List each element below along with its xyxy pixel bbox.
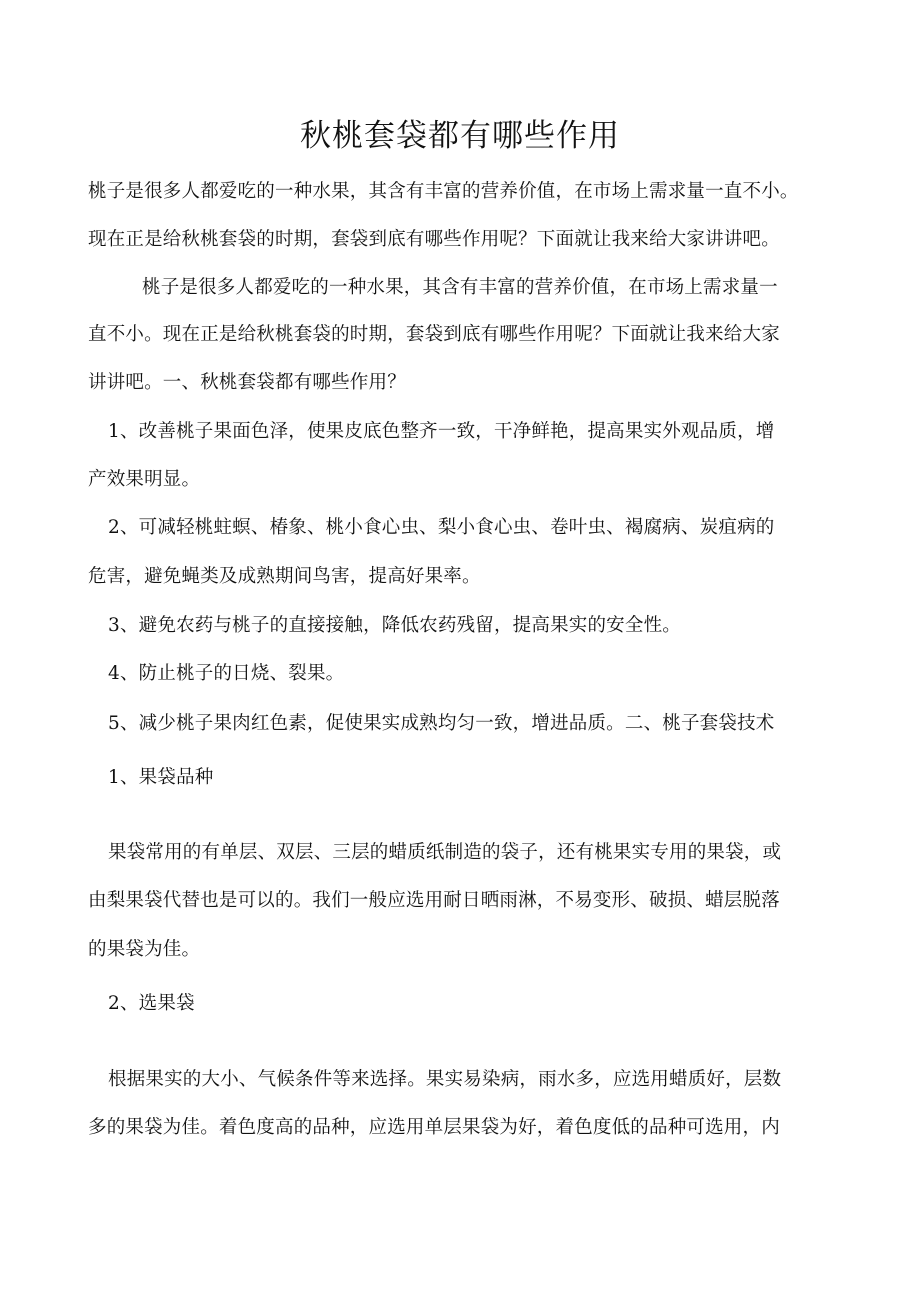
select-bags-line-1: 根据果实的大小、气候条件等来选择。果实易染病，雨水多，应选用蜡质好，层数 [108, 1069, 782, 1090]
list-item-2-line-1: 2、可减轻桃蛀螟、椿象、桃小食心虫、梨小食心虫、卷叶虫、褐腐病、炭疽病的 [108, 517, 775, 538]
list-item-3: 3、避免农药与桃子的直接接触，降低农药残留，提高果实的安全性。 [108, 615, 681, 636]
list-item-2-line-2: 危害，避免蝇类及成熟期间鸟害，提高好果率。 [88, 566, 481, 587]
body-paragraph-line-2: 直不小。现在正是给秋桃套袋的时期，套袋到底有哪些作用呢？下面就让我来给大家 [88, 324, 780, 345]
select-bags-line-2: 多的果袋为佳。着色度高的品种，应选用单层果袋为好，着色度低的品种可选用，内 [88, 1117, 780, 1138]
intro-line-1: 桃子是很多人都爱吃的一种水果，其含有丰富的营养价值，在市场上需求量一直不小。 [88, 181, 799, 202]
list-item-1-line-1: 1、改善桃子果面色泽，使果皮底色整齐一致，干净鲜艳，提高果实外观品质，增 [108, 421, 775, 442]
list-item-5: 5、减少桃子果肉红色素，促使果实成熟均匀一致，增进品质。二、桃子套袋技术 [108, 713, 775, 734]
body-paragraph-line-3: 讲讲吧。一、秋桃套袋都有哪些作用？ [88, 372, 406, 393]
intro-line-2: 现在正是给秋桃套袋的时期，套袋到底有哪些作用呢？下面就让我来给大家讲讲吧。 [88, 229, 780, 250]
body-paragraph-line-1: 桃子是很多人都爱吃的一种水果，其含有丰富的营养价值，在市场上需求量一 [142, 277, 778, 298]
list-item-4: 4、防止桃子的日烧、裂果。 [108, 663, 345, 684]
document-title: 秋桃套袋都有哪些作用 [300, 118, 620, 154]
list-item-1-line-2: 产效果明显。 [88, 469, 201, 490]
section-heading-bag-types: 1、果袋品种 [108, 767, 214, 788]
bag-types-line-3: 的果袋为佳。 [88, 939, 201, 960]
bag-types-line-1: 果袋常用的有单层、双层、三层的蜡质纸制造的袋子，还有桃果实专用的果袋，或 [108, 842, 782, 863]
section-heading-select-bags: 2、选果袋 [108, 993, 195, 1014]
bag-types-line-2: 由梨果袋代替也是可以的。我们一般应选用耐日晒雨淋，不易变形、破损、蜡层脱落 [88, 890, 780, 911]
